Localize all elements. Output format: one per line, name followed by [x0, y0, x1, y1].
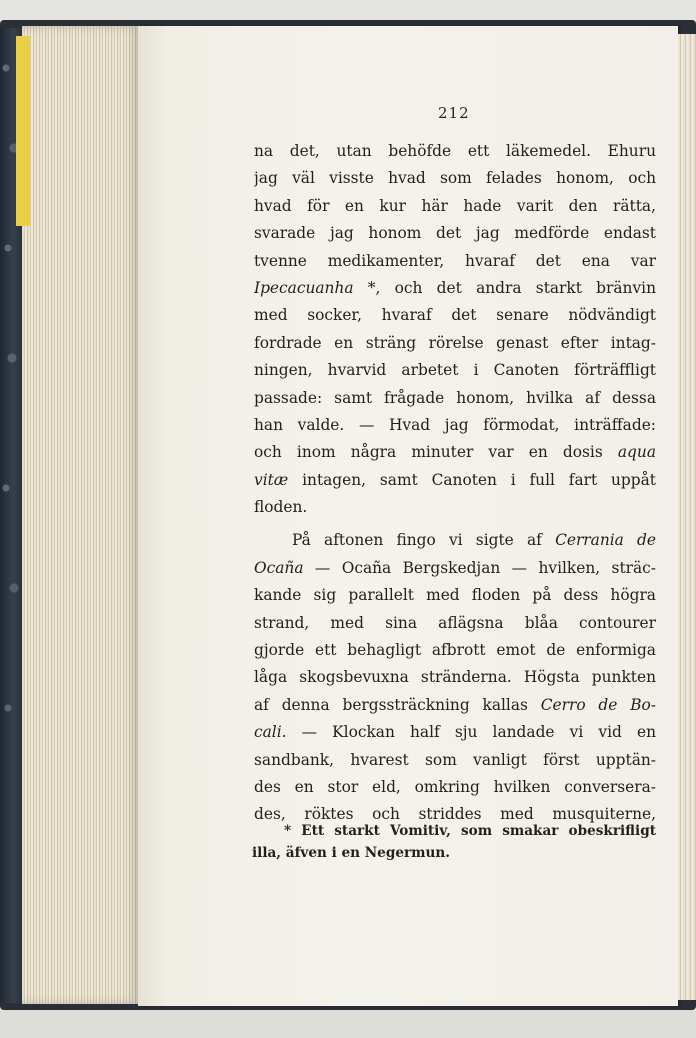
text-run: med socker, hvaraf det senare nödvändigt — [254, 306, 656, 325]
text-run: — Ocaña Bergskedjan — hvilken, sträc- — [303, 558, 656, 577]
text-line — [254, 467, 656, 494]
italic-text: aqua — [617, 443, 656, 462]
text-line — [254, 165, 656, 192]
text-line — [254, 494, 656, 521]
text-line — [254, 220, 656, 247]
text-line — [254, 747, 656, 774]
text-line — [254, 774, 656, 801]
text-line — [254, 248, 656, 275]
text-line — [254, 637, 656, 664]
text-run: och inom några minuter var en dosis — [254, 443, 618, 462]
text-run: kande sig parallelt med floden på dess högra — [254, 586, 656, 605]
text-line — [254, 610, 656, 637]
text-line — [254, 330, 656, 357]
text-line — [254, 385, 656, 412]
text-run: gjorde ett behagligt afbrott emot de enformiga — [254, 641, 656, 660]
text-run: na det, utan behöfde ett läkemedel. Ehuru — [254, 142, 656, 160]
text-line — [254, 357, 656, 384]
text-run: fordrade en sträng rörelse genast efter intag- — [254, 333, 656, 352]
text-line — [254, 527, 656, 554]
text-line — [254, 692, 656, 719]
text-run: des en stor eld, omkring hvilken conversera- — [254, 777, 656, 796]
text-line — [254, 138, 656, 165]
text-run: strand, med sina aflägsna blåa contourer — [254, 613, 656, 632]
page-right-edge — [678, 34, 696, 1000]
text-run: des, röktes och striddes med musquiterne, — [254, 805, 656, 824]
text-run: På aftonen fingo vi sigte af — [292, 531, 556, 550]
text-run: svarade jag honom det jag medförde endast — [254, 224, 656, 243]
body-text — [254, 138, 656, 829]
text-run: *, och det andra starkt bränvin — [353, 278, 656, 297]
italic-text: Ocaña — [254, 558, 304, 577]
text-run: intagen, samt Canoten i full fart uppåt — [288, 470, 656, 489]
italic-text: Cerro de Bo- — [540, 695, 656, 714]
text-line — [254, 664, 656, 691]
italic-text: Cerrania de — [555, 531, 656, 550]
text-line — [254, 719, 656, 746]
text-run: — Klockan half sju landade vi vid en — [286, 723, 656, 742]
bookmark-ribbon — [16, 36, 30, 226]
text-run: ningen, hvarvid arbetet i Canoten förträffligt — [254, 361, 656, 380]
italic-text: Ipecacuanha — [254, 278, 354, 297]
footnote-line: illa, äfven i en Negermun. — [252, 845, 451, 861]
italic-text: cali. — [254, 723, 287, 742]
text-line — [254, 555, 656, 582]
text-run: af denna bergssträckning kallas — [254, 695, 541, 714]
text-line — [254, 302, 656, 329]
footnote — [252, 820, 656, 864]
text-run: passade: samt frågade honom, hvilka af dessa — [254, 388, 656, 407]
page-number: 212 — [438, 104, 470, 122]
text-run: hvad för en kur här hade varit den rätta, — [254, 196, 656, 215]
text-line — [254, 582, 656, 609]
text-line — [254, 439, 656, 466]
text-run: låga skogsbevuxna stränderna. Högsta punkten — [254, 668, 656, 687]
page-block-edge — [22, 26, 140, 1004]
text-line — [254, 193, 656, 220]
footnote-line: * Ett starkt Vomitiv, som smakar obeskrifligt — [284, 823, 656, 839]
text-run: sandbank, hvarest som vanligt först upptän- — [254, 750, 656, 769]
text-line — [254, 412, 656, 439]
text-run: floden. — [254, 498, 308, 517]
text-run: han valde. — Hvad jag förmodat, inträffade: — [254, 415, 656, 434]
italic-text: vitæ — [254, 470, 289, 489]
text-line — [254, 275, 656, 302]
text-run: tvenne medikamenter, hvaraf det ena var — [254, 251, 656, 270]
text-run: jag väl visste hvad som felades honom, och — [254, 169, 656, 188]
